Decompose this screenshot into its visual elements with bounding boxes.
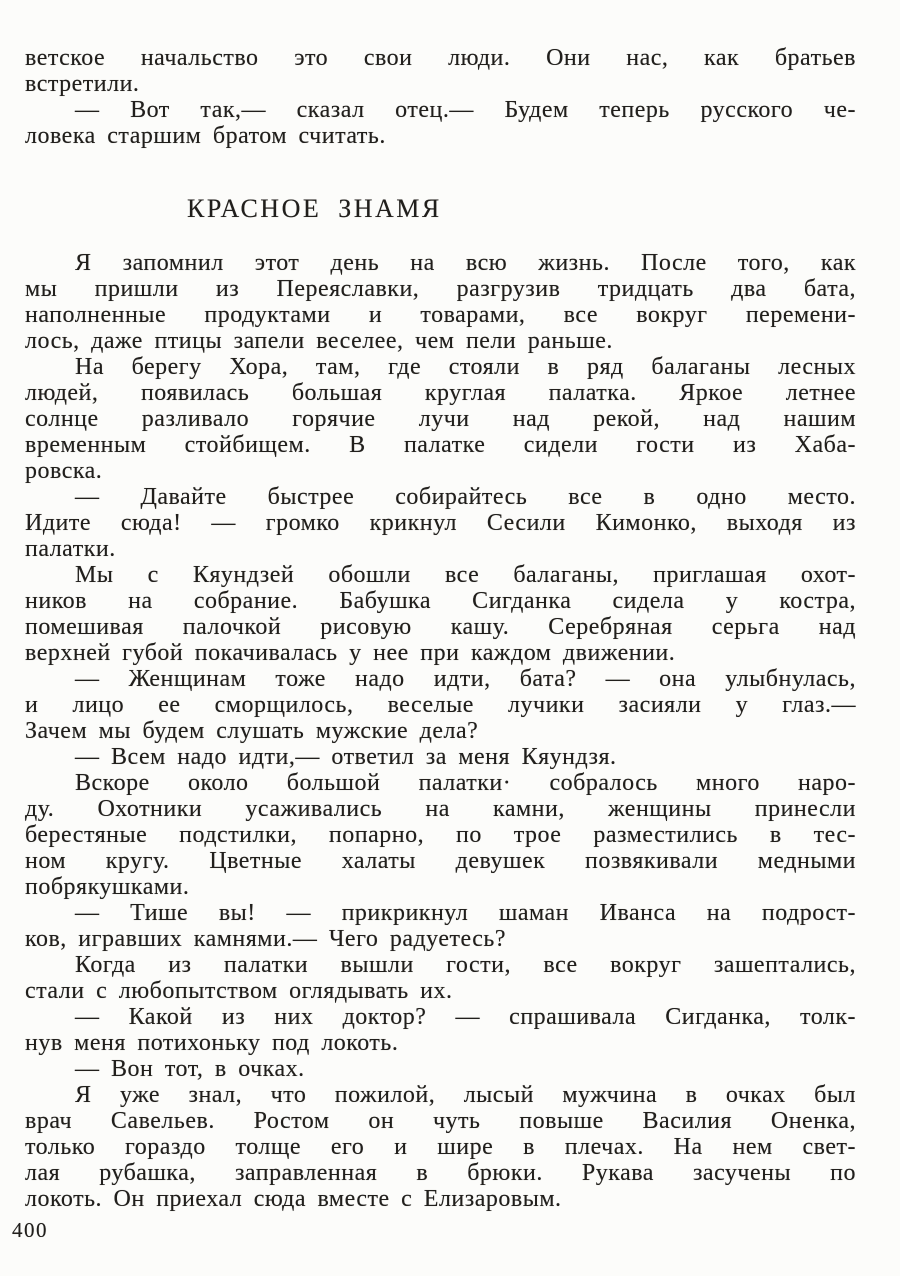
- paragraph: [25, 900, 856, 952]
- paragraph: [25, 97, 856, 149]
- text-line: лось, даже птицы запели веселее, чем пели раньше.: [25, 328, 613, 354]
- paragraph: [25, 666, 856, 744]
- text-line: — Женщинам тоже надо идти, бата? — она улыбнулась,: [75, 666, 856, 692]
- paragraph: [25, 952, 856, 1004]
- text-line: Я запомнил этот день на всю жизнь. После того, как: [75, 250, 856, 276]
- paragraph: [25, 770, 856, 900]
- text-line: встретили.: [25, 71, 140, 97]
- text-line: — Вон тот, в очках.: [75, 1056, 305, 1082]
- text-line: — Тише вы! — прикрикнул шаман Иванса на подрост-: [75, 900, 856, 926]
- text-line: временным стойбищем. В палатке сидели гости из Хаба-: [25, 432, 856, 458]
- text-line: ников на собрание. Бабушка Сигданка сидела у костра,: [25, 588, 856, 614]
- text-line: и лицо ее сморщилось, веселые лучики засияли у глаз.—: [25, 692, 856, 718]
- text-line: наполненные продуктами и товарами, все вокруг перемени-: [25, 302, 856, 328]
- paragraph: [25, 45, 856, 97]
- text-line: мы пришли из Переяславки, разгрузив тридцать два бата,: [25, 276, 856, 302]
- paragraph: [25, 484, 856, 562]
- text-line: Мы с Кяундзей обошли все балаганы, приглашая охот-: [75, 562, 856, 588]
- text-line: ловека старшим братом считать.: [25, 123, 386, 149]
- text-line: стали с любопытством оглядывать их.: [25, 978, 453, 1004]
- text-line: верхней губой покачивалась у нее при каждом движении.: [25, 640, 676, 666]
- text-line: Вскоре около большой палатки· собралось много наро-: [75, 770, 856, 796]
- paragraph: [25, 744, 856, 770]
- text-line: ровска.: [25, 458, 103, 484]
- text-line: палатки.: [25, 536, 116, 562]
- text-line: Зачем мы будем слушать мужские дела?: [25, 718, 479, 744]
- text-line: берестяные подстилки, попарно, по трое разместились в тес-: [25, 822, 856, 848]
- paragraph: [25, 1004, 856, 1056]
- text-line: ном кругу. Цветные халаты девушек позвякивали медными: [25, 848, 856, 874]
- section-heading: КРАСНОЕ ЗНАМЯ: [187, 194, 442, 223]
- text-line: — Вот так,— сказал отец.— Будем теперь русского че-: [75, 97, 856, 123]
- text-line: лая рубашка, заправленная в брюки. Рукава засучены по: [25, 1160, 856, 1186]
- text-line: помешивая палочкой рисовую кашу. Серебряная серьга над: [25, 614, 856, 640]
- paragraph: [25, 1082, 856, 1212]
- text-line: На берегу Хора, там, где стояли в ряд балаганы лесных: [75, 354, 856, 380]
- text-line: Идите сюда! — громко крикнул Сесили Кимонко, выходя из: [25, 510, 856, 536]
- paragraph: [25, 562, 856, 666]
- text-line: побрякушками.: [25, 874, 190, 900]
- text-line: — Всем надо идти,— ответил за меня Кяундзя.: [75, 744, 617, 770]
- paragraph: [25, 354, 856, 484]
- text-line: ков, игравших камнями.— Чего радуетесь?: [25, 926, 507, 952]
- text-line: Я уже знал, что пожилой, лысый мужчина в очках был: [75, 1082, 856, 1108]
- text-line: ветское начальство это свои люди. Они нас, как братьев: [25, 45, 856, 71]
- text-line: ду. Охотники усаживались на камни, женщины принесли: [25, 796, 856, 822]
- text-line: локоть. Он приехал сюда вместе с Елизаровым.: [25, 1186, 562, 1212]
- text-line: — Давайте быстрее собирайтесь все в одно место.: [75, 484, 856, 510]
- paragraph: [25, 250, 856, 354]
- text-line: только гораздо толще его и шире в плечах. На нем свет-: [25, 1134, 856, 1160]
- text-line: нув меня потихоньку под локоть.: [25, 1030, 399, 1056]
- paragraph: [25, 1056, 856, 1082]
- text-line: врач Савельев. Ростом он чуть повыше Василия Оненка,: [25, 1108, 856, 1134]
- text-column: [25, 45, 856, 1212]
- page-number: 400: [12, 1218, 48, 1242]
- text-line: людей, появилась большая круглая палатка. Яркое летнее: [25, 380, 856, 406]
- text-line: — Какой из них доктор? — спрашивала Сигданка, толк-: [75, 1004, 856, 1030]
- text-line: Когда из палатки вышли гости, все вокруг зашептались,: [75, 952, 856, 978]
- text-line: солнце разливало горячие лучи над рекой, над нашим: [25, 406, 856, 432]
